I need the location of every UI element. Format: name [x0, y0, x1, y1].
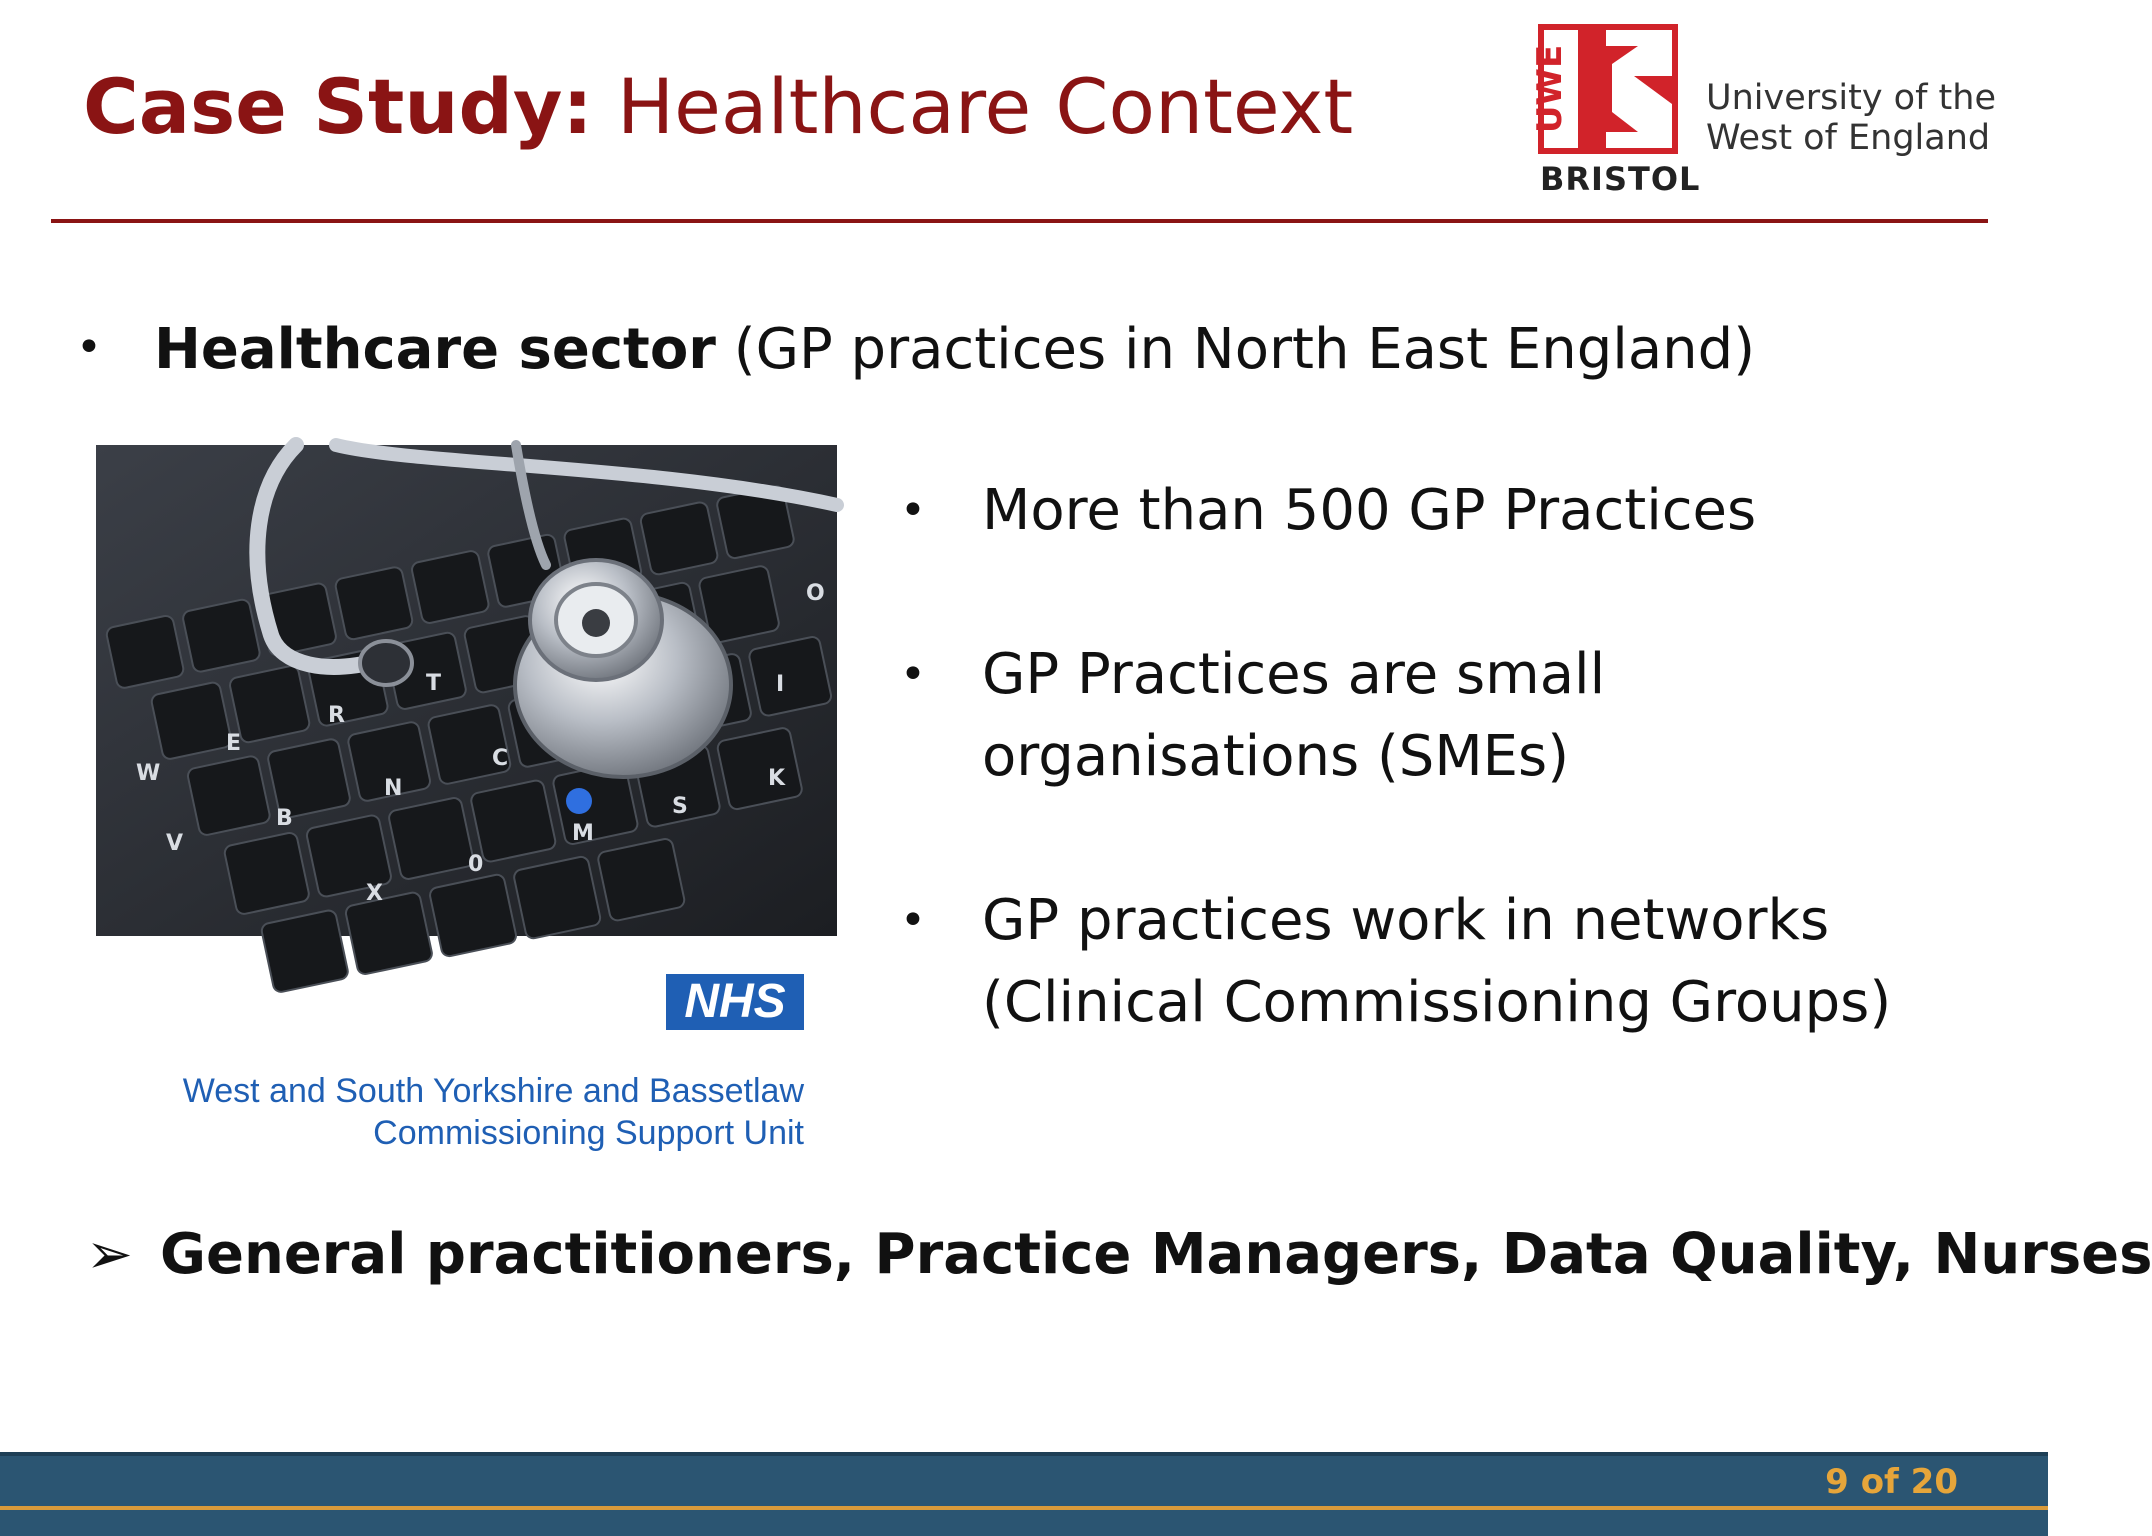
svg-text:UWE: UWE: [1530, 44, 1570, 134]
uwe-mark-icon: [1530, 24, 1678, 154]
right-bullet-line1: More than 500 GP Practices: [982, 478, 1757, 543]
title-bold: Case Study:: [83, 62, 593, 151]
key-label: T: [426, 671, 442, 696]
right-bullet-line1: GP practices work in networks: [982, 888, 1830, 953]
right-bullet-line1: GP Practices are small: [982, 642, 1606, 707]
stethoscope-keyboard-icon: [96, 445, 837, 936]
right-bullet-line2: organisations (SMEs): [982, 724, 1570, 789]
university-name-line1: University of the: [1706, 78, 1996, 118]
right-bullet-text: [982, 634, 1605, 798]
summary-text: General practitioners, Practice Managers, Data Quality, Nurses: [160, 1222, 2152, 1287]
key-label: X: [366, 881, 383, 906]
main-bullet-marker: •: [76, 322, 102, 373]
key-label: M: [572, 821, 594, 846]
key-label: E: [226, 731, 242, 756]
key-label: S: [672, 794, 688, 819]
footer-bar: [0, 1452, 2048, 1536]
bullet-marker: •: [900, 895, 926, 946]
logo-bristol-text: BRISTOL: [1540, 160, 1701, 198]
university-name: [1706, 78, 1996, 158]
key-label: N: [384, 776, 403, 801]
summary-line: [86, 1220, 2152, 1290]
key-label: B: [276, 806, 293, 831]
footer-accent-line: [0, 1506, 2048, 1510]
title-rest: Healthcare Context: [616, 62, 1354, 151]
key-label: 0: [468, 852, 484, 877]
key-label: I: [776, 672, 785, 697]
title-divider: [51, 219, 1988, 223]
page-current: 9: [1825, 1462, 1849, 1502]
right-bullet-text: [982, 880, 1891, 1044]
key-label: K: [768, 766, 786, 791]
page-total: of 20: [1860, 1462, 1958, 1502]
nhs-organisation-name: [183, 1070, 804, 1154]
footer-top-edge: [0, 1452, 2048, 1456]
key-label: C: [492, 746, 509, 771]
arrow-bullet-icon: ➢: [86, 1222, 133, 1287]
bullet-marker: •: [900, 649, 926, 700]
uwe-logo: [1530, 24, 1998, 198]
key-label: O: [806, 581, 825, 606]
nhs-org-line1: West and South Yorkshire and Bassetlaw: [182, 1072, 804, 1110]
stethoscope-keyboard-photo: [96, 445, 837, 936]
slide-title: [83, 62, 1353, 152]
key-label: V: [166, 831, 184, 856]
main-bullet: [154, 315, 1755, 385]
university-name-line2: West of England: [1706, 118, 1991, 158]
page-number: [1825, 1462, 1958, 1502]
nhs-org-line2: Commissioning Support Unit: [373, 1114, 804, 1152]
main-bullet-rest: (GP practices in North East England): [733, 317, 1756, 382]
key-label: W: [136, 761, 161, 786]
right-bullet-line2: (Clinical Commissioning Groups): [982, 970, 1892, 1035]
nhs-logo: NHS: [666, 974, 804, 1030]
key-label: R: [328, 703, 345, 728]
right-bullet-text: [982, 470, 1756, 552]
main-bullet-bold: Healthcare sector: [154, 317, 716, 382]
bullet-marker: •: [900, 485, 926, 536]
